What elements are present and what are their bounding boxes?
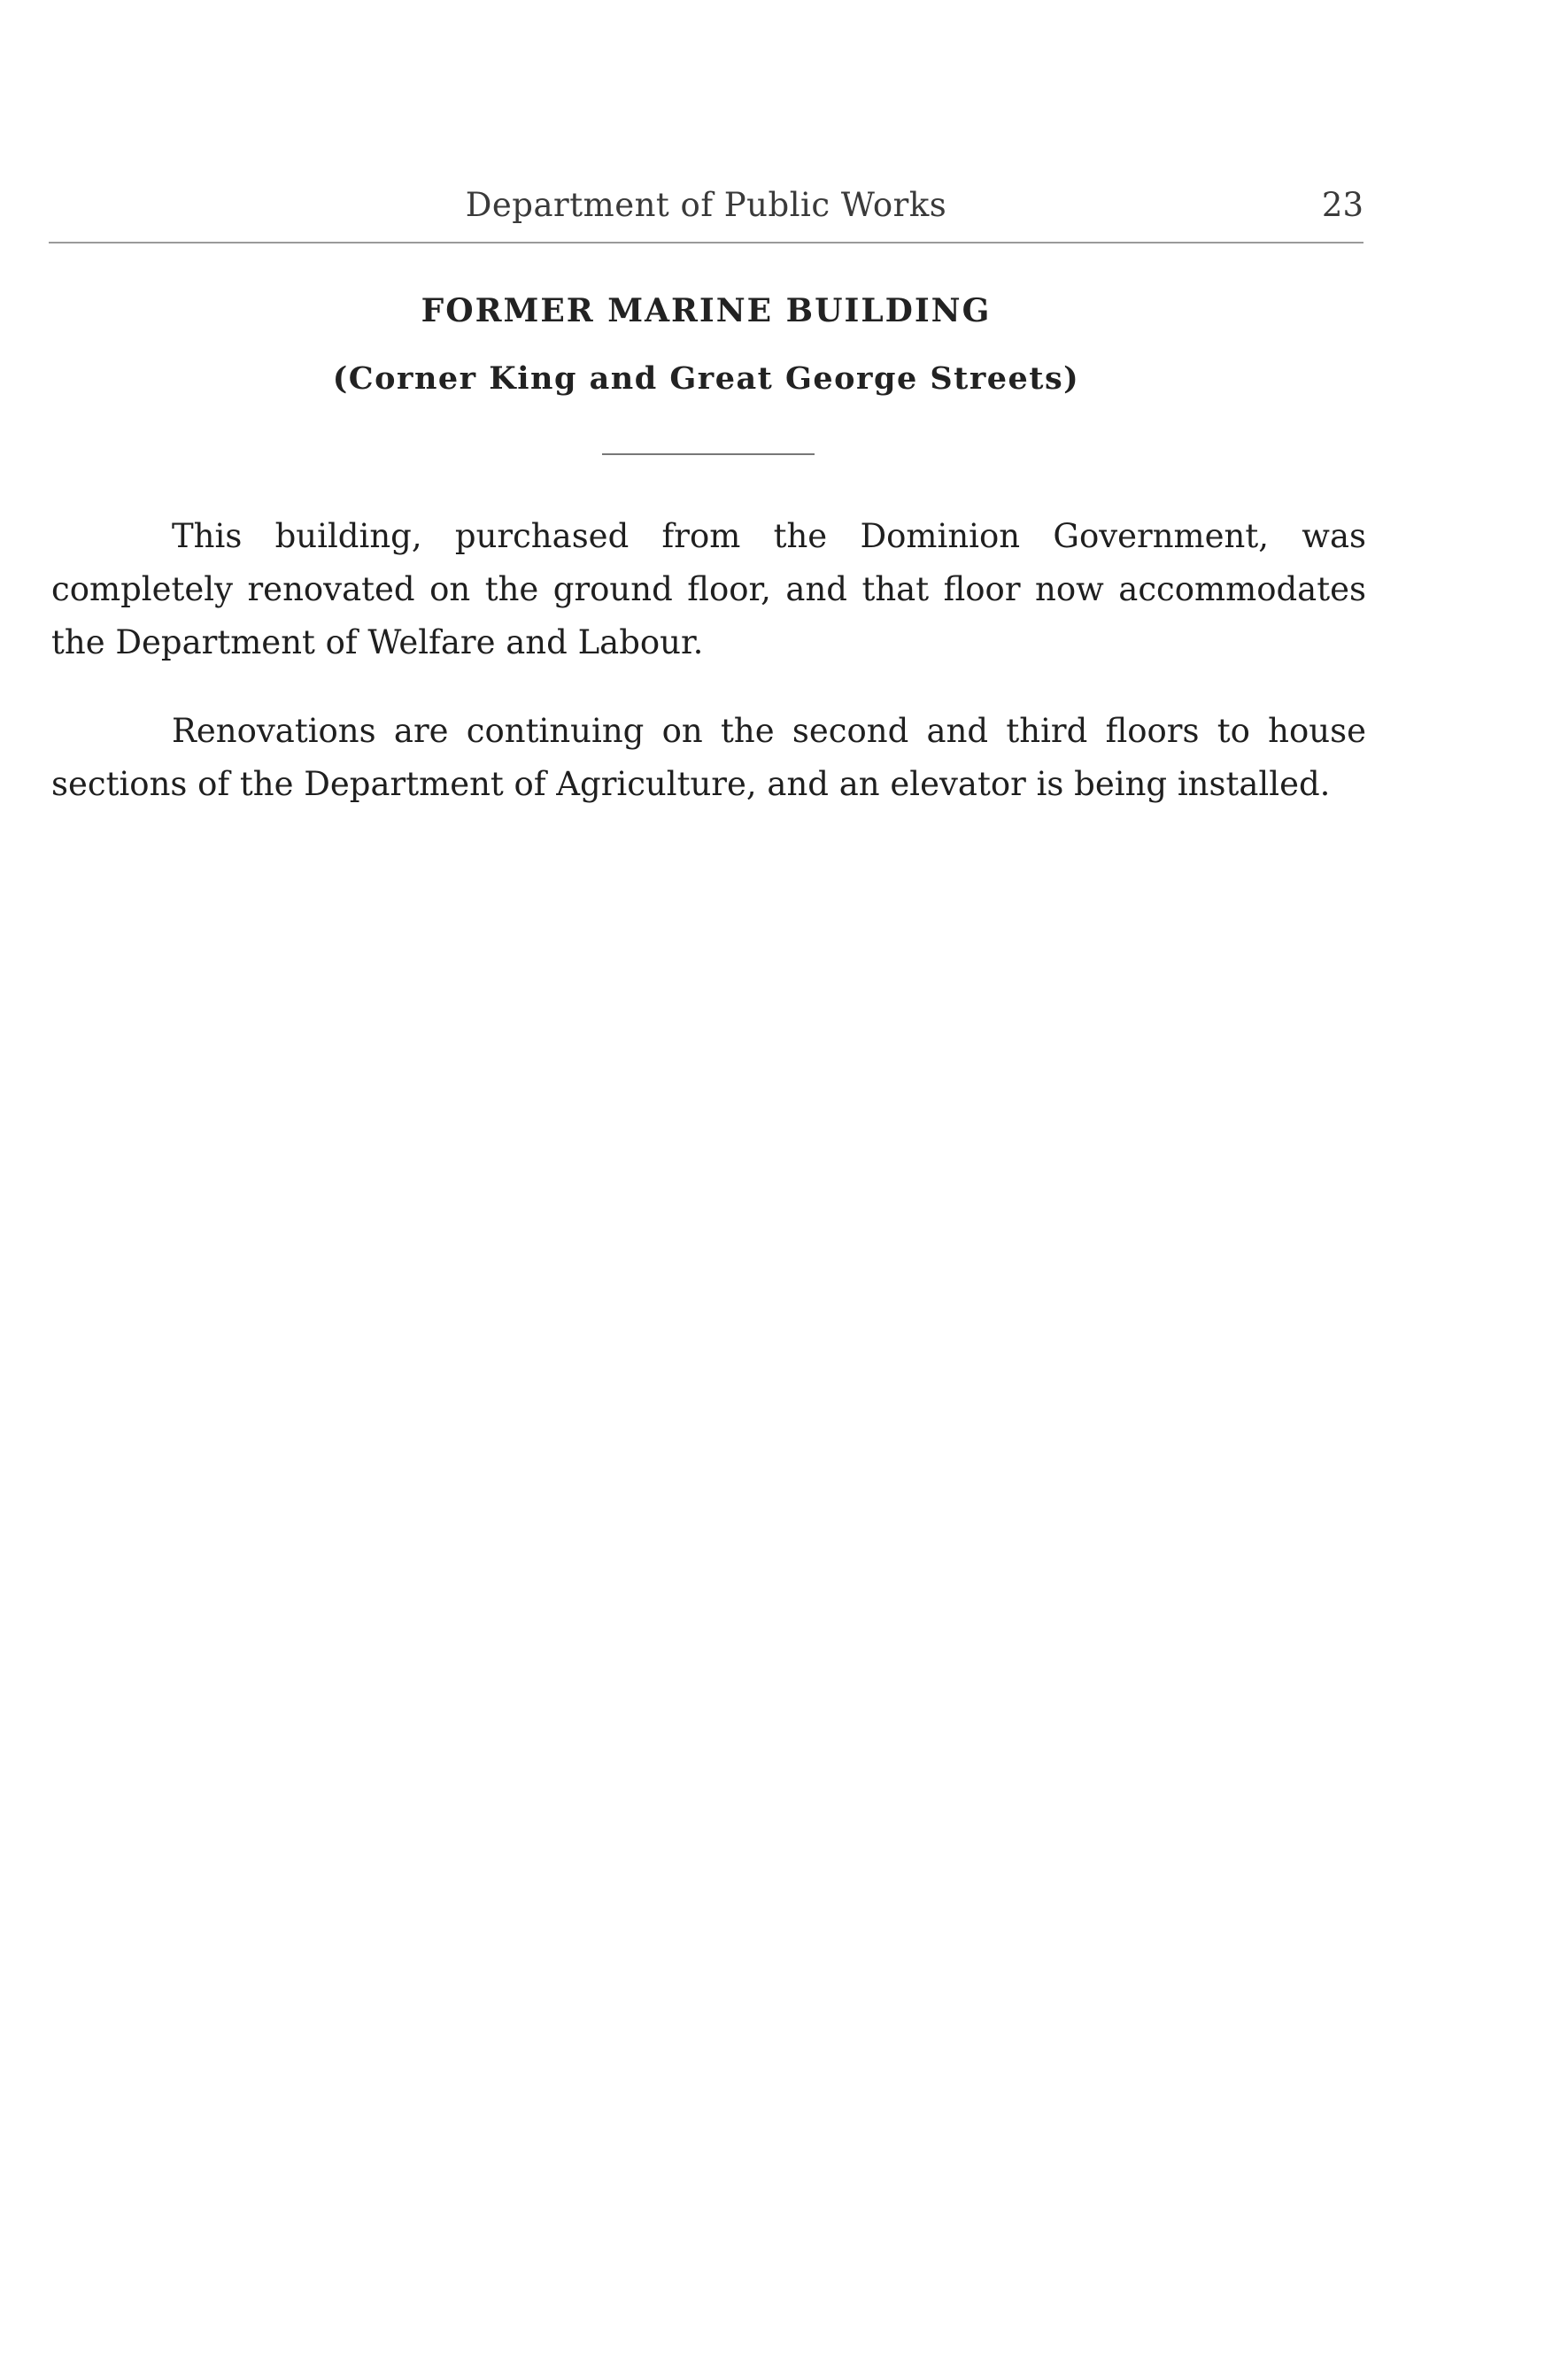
section-title: FORMER MARINE BUILDING [421, 292, 992, 329]
header-divider [49, 242, 1363, 243]
section-divider [602, 453, 815, 455]
paragraph: This building, purchased from the Dominion Government, was completely renovated on the ground floor, and that floor now accommodates the Department of Welfare and Labour. [51, 517, 1366, 661]
running-head [49, 186, 1363, 239]
running-title: Department of Public Works [465, 186, 947, 224]
page-number: 23 [1321, 186, 1363, 224]
paragraph: Renovations are continuing on the second and third floors to house sections of the Department of Agriculture, and an elevator is being installed. [51, 712, 1366, 803]
section-subtitle: (Corner King and Great George Streets) [332, 360, 1080, 397]
